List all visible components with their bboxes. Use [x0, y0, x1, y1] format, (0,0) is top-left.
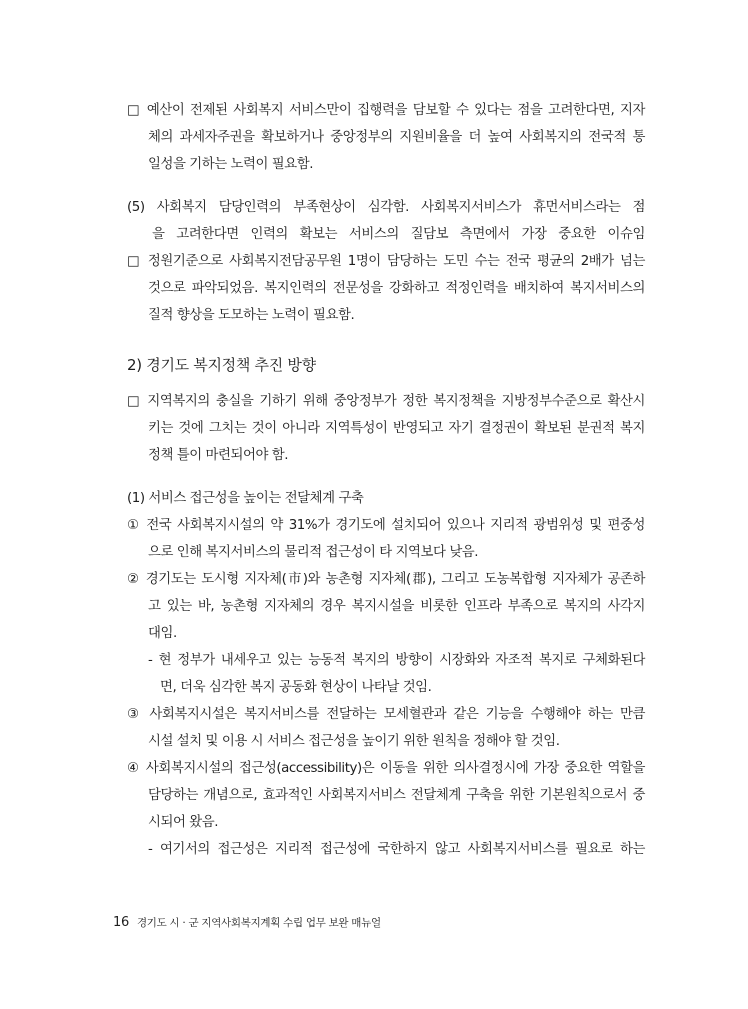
dash-item-line: 면, 더욱 심각한 복지 공동화 현상이 나타날 것임.: [160, 680, 432, 695]
paragraph-line: 체의 과세자주권을 확보하거나 중앙정부의 지원비율을 더 높여 사회복지의 전국적 통: [148, 130, 645, 145]
dash-item-line: - 현 정부가 내세우고 있는 능동적 복지의 방향이 시장화와 자조적 복지로 구체화된다: [148, 653, 645, 668]
page-number: 16: [113, 915, 129, 930]
list-item-line: 대임.: [148, 626, 177, 641]
footer-title: 경기도 시 · 군 지역사회복지계획 수립 업무 보완 매뉴얼: [136, 917, 381, 929]
chapter-heading: 2) 경기도 복지정책 추진 방향: [127, 356, 316, 374]
list-item-line: ③ 사회복지시설은 복지서비스를 전달하는 모세혈관과 같은 기능을 수행해야 하는 만큼: [127, 707, 645, 722]
paragraph-line: 것으로 파악되었음. 복지인력의 전문성을 강화하고 적정인력을 배치하여 복지서비스의: [148, 281, 645, 296]
section-heading-line: (5) 사회복지 담당인력의 부족현상이 심각함. 사회복지서비스가 휴먼서비스라는 점: [127, 200, 645, 215]
list-item-line: 고 있는 바, 농촌형 지자체의 경우 복지시설을 비롯한 인프라 부족으로 복지의 사각지: [148, 599, 645, 614]
subsection-heading: (1) 서비스 접근성을 높이는 전달체계 구축: [127, 491, 364, 506]
list-item-line: 시설 설치 및 이용 시 서비스 접근성을 높이기 위한 원칙을 정해야 할 것임.: [148, 734, 560, 749]
list-item-line: ② 경기도는 도시형 지자체(市)와 농촌형 지자체(郡), 그리고 도농복합형 지자체가 공존하: [127, 572, 645, 587]
paragraph-line: □ 예산이 전제된 사회복지 서비스만이 집행력을 담보할 수 있다는 점을 고려한다면, 지자: [127, 103, 645, 118]
list-item-line: ④ 사회복지시설의 접근성(accessibility)은 이동을 위한 의사결정시에 가장 중요한 역할을: [127, 761, 645, 776]
list-item-line: ① 전국 사회복지시설의 약 31%가 경기도에 설치되어 있으나 지리적 광범위성 및 편중성: [127, 518, 645, 533]
section-heading-line: 을 고려한다면 인력의 확보는 서비스의 질담보 측면에서 가장 중요한 이슈임: [152, 227, 645, 242]
page-footer: [113, 913, 381, 933]
paragraph-line: □ 지역복지의 충실을 기하기 위해 중앙정부가 정한 복지정책을 지방정부수준으로 확산시: [127, 394, 645, 409]
list-item-line: 으로 인해 복지서비스의 물리적 접근성이 타 지역보다 낮음.: [148, 545, 479, 560]
paragraph-line: □ 정원기준으로 사회복지전담공무원 1명이 담당하는 도민 수는 전국 평균의 2배가 넘는: [127, 254, 645, 269]
list-item-line: 담당하는 개념으로, 효과적인 사회복지서비스 전달체계 구축을 위한 기본원칙으로서 중: [148, 788, 645, 803]
paragraph-line: 정책 틀이 마련되어야 함.: [148, 448, 289, 463]
list-item-line: 시되어 왔음.: [148, 815, 219, 830]
paragraph-line: 일성을 기하는 노력이 필요함.: [148, 157, 314, 172]
paragraph-line: 키는 것에 그치는 것이 아니라 지역특성이 반영되고 자기 결정권이 확보된 분권적 복지: [148, 421, 645, 436]
dash-item-line: - 여기서의 접근성은 지리적 접근성에 국한하지 않고 사회복지서비스를 필요로 하는: [148, 842, 645, 857]
paragraph-line: 질적 향상을 도모하는 노력이 필요함.: [148, 308, 355, 323]
